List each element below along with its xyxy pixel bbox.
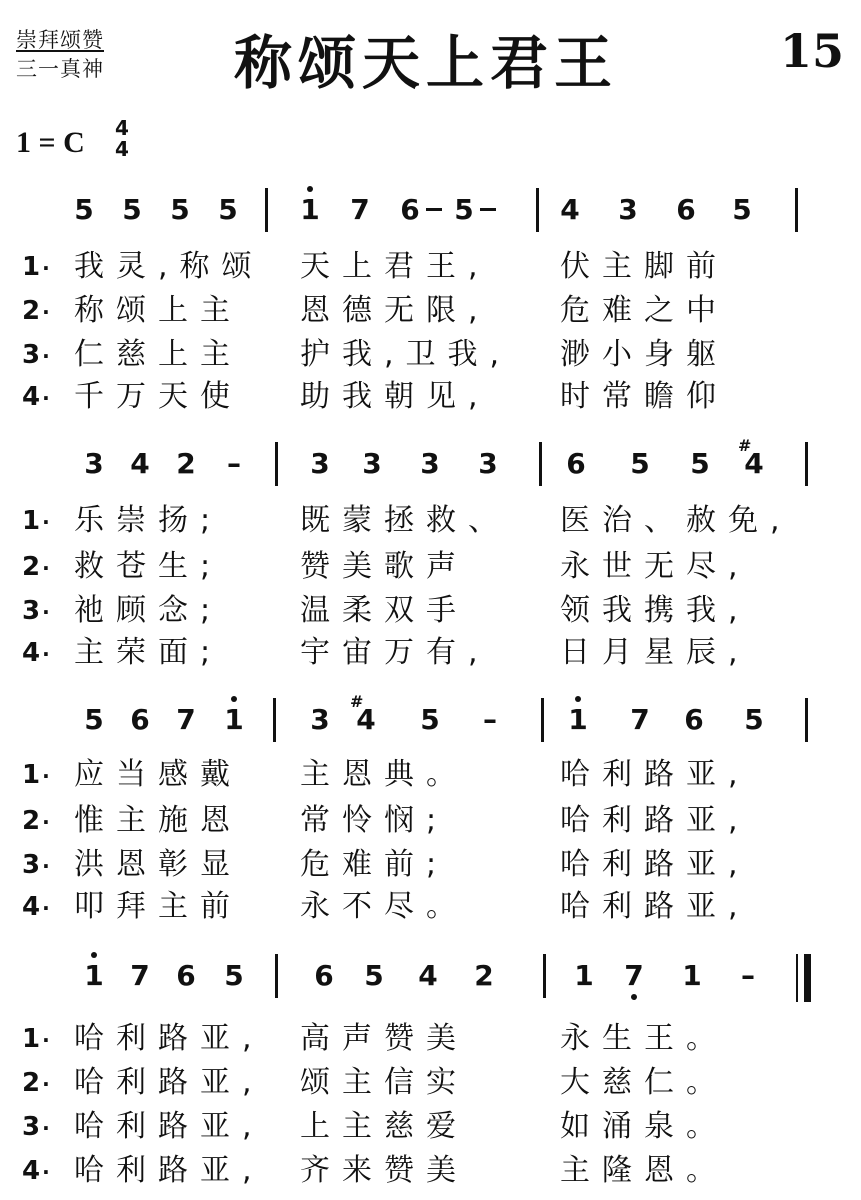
barline bbox=[275, 442, 278, 486]
note: 3 bbox=[618, 193, 638, 226]
verse-number-text: 3 bbox=[22, 596, 41, 626]
time-signature-top: 4 bbox=[115, 116, 129, 140]
octave-dot-above bbox=[575, 696, 581, 702]
verse-number-text: 2 bbox=[22, 552, 41, 582]
verse-number-dot: · bbox=[42, 556, 50, 580]
verse-number-text: 4 bbox=[22, 892, 41, 922]
note: 6 bbox=[566, 447, 586, 480]
note: 2 bbox=[176, 447, 196, 480]
note: 5 bbox=[122, 193, 142, 226]
lyric-segment: 宇宙万有, bbox=[300, 635, 490, 670]
verse-number bbox=[22, 758, 50, 793]
verse-number bbox=[22, 250, 50, 285]
barline bbox=[539, 442, 542, 486]
verse-number-text: 4 bbox=[22, 1156, 41, 1186]
barline bbox=[543, 954, 546, 998]
lyric-segment: 救苍生; bbox=[74, 549, 223, 584]
category-label: 崇拜颂赞 bbox=[16, 28, 104, 52]
verse-number-text: 4 bbox=[22, 382, 41, 412]
hold-dash bbox=[426, 208, 442, 211]
lyric-segment: 称颂上主 bbox=[74, 293, 242, 328]
barline bbox=[805, 698, 808, 742]
note: 3 bbox=[478, 447, 498, 480]
lyric-segment: 危难之中 bbox=[560, 293, 728, 328]
note: 1 bbox=[574, 959, 594, 992]
note: 5 bbox=[224, 959, 244, 992]
barline bbox=[805, 442, 808, 486]
lyric-segment: 千万天使 bbox=[74, 379, 242, 414]
lyric-segment: 主荣面; bbox=[74, 635, 223, 670]
note: 3 bbox=[84, 447, 104, 480]
lyric-segment: 应当感戴 bbox=[74, 757, 242, 792]
verse-number-text: 3 bbox=[22, 340, 41, 370]
note: 4 bbox=[356, 703, 376, 736]
lyric-segment: 哈利路亚, bbox=[74, 1021, 264, 1056]
lyric-segment: 仁慈上主 bbox=[74, 337, 242, 372]
verse-number-dot: · bbox=[42, 896, 50, 920]
lyric-segment: 主隆恩。 bbox=[560, 1153, 728, 1188]
note: 7 bbox=[130, 959, 150, 992]
key-signature: 1 = C bbox=[16, 126, 85, 159]
lyric-segment: 永不尽。 bbox=[300, 889, 468, 924]
note: 1 bbox=[568, 703, 588, 736]
note: 1 bbox=[300, 193, 320, 226]
verse-number-text: 2 bbox=[22, 806, 41, 836]
lyric-segment: 赞美歌声 bbox=[300, 549, 468, 584]
lyric-segment: 颂主信实 bbox=[300, 1065, 468, 1100]
verse-number-dot: · bbox=[42, 600, 50, 624]
note: 7 bbox=[630, 703, 650, 736]
note: 3 bbox=[310, 703, 330, 736]
note: 5 bbox=[630, 447, 650, 480]
barline bbox=[275, 954, 278, 998]
lyric-segment: 惟主施恩 bbox=[74, 803, 242, 838]
lyric-segment: 助我朝见, bbox=[300, 379, 490, 414]
verse-number bbox=[22, 594, 50, 629]
lyric-segment: 温柔双手 bbox=[300, 593, 468, 628]
verse-number bbox=[22, 804, 50, 839]
hold-dash bbox=[480, 208, 496, 211]
lyric-segment: 哈利路亚, bbox=[74, 1109, 264, 1144]
note: 2 bbox=[474, 959, 494, 992]
note: 5 bbox=[420, 703, 440, 736]
hold-dash: – bbox=[483, 703, 497, 736]
lyric-segment: 叩拜主前 bbox=[74, 889, 242, 924]
lyric-segment: 常怜悯; bbox=[300, 803, 449, 838]
verse-number-dot: · bbox=[42, 642, 50, 666]
lyric-segment: 既蒙拯救、 bbox=[300, 503, 510, 538]
barline bbox=[265, 188, 268, 232]
verse-number bbox=[22, 550, 50, 585]
lyric-segment: 哈利路亚, bbox=[74, 1153, 264, 1188]
verse-number-text: 2 bbox=[22, 1068, 41, 1098]
verse-number bbox=[22, 1022, 50, 1057]
lyric-segment: 护我,卫我, bbox=[300, 337, 512, 372]
lyric-segment: 主恩典。 bbox=[300, 757, 468, 792]
verse-number-dot: · bbox=[42, 1028, 50, 1052]
note: 5 bbox=[74, 193, 94, 226]
verse-number bbox=[22, 636, 50, 671]
verse-number-dot: · bbox=[42, 510, 50, 534]
note: 3 bbox=[420, 447, 440, 480]
note: 6 bbox=[676, 193, 696, 226]
note: 5 bbox=[744, 703, 764, 736]
lyric-segment: 洪恩彰显 bbox=[74, 847, 242, 882]
verse-number-dot: · bbox=[42, 256, 50, 280]
verse-number-text: 1 bbox=[22, 506, 41, 536]
lyric-segment: 伏主脚前 bbox=[560, 249, 728, 284]
verse-number-text: 3 bbox=[22, 1112, 41, 1142]
note: 1 bbox=[682, 959, 702, 992]
final-barline-thin bbox=[796, 954, 798, 1002]
verse-number bbox=[22, 1154, 50, 1189]
verse-number-dot: · bbox=[42, 854, 50, 878]
verse-number bbox=[22, 338, 50, 373]
verse-number-text: 1 bbox=[22, 1024, 41, 1054]
note: 5 bbox=[454, 193, 474, 226]
hold-dash: – bbox=[227, 447, 241, 480]
octave-dot-above bbox=[231, 696, 237, 702]
verse-number-dot: · bbox=[42, 1116, 50, 1140]
barline bbox=[536, 188, 539, 232]
verse-number-dot: · bbox=[42, 810, 50, 834]
note: 5 bbox=[364, 959, 384, 992]
note: 5 bbox=[690, 447, 710, 480]
lyric-segment: 高声赞美 bbox=[300, 1021, 468, 1056]
barline bbox=[273, 698, 276, 742]
verse-number-dot: · bbox=[42, 386, 50, 410]
verse-number-text: 1 bbox=[22, 760, 41, 790]
note: 3 bbox=[362, 447, 382, 480]
note: 6 bbox=[684, 703, 704, 736]
lyric-segment: 渺小身躯 bbox=[560, 337, 728, 372]
verse-number-dot: · bbox=[42, 344, 50, 368]
lyric-segment: 我灵,称颂 bbox=[74, 249, 264, 284]
note: 4 bbox=[130, 447, 150, 480]
note: 1 bbox=[224, 703, 244, 736]
time-signature-bottom: 4 bbox=[115, 137, 129, 161]
lyric-segment: 哈利路亚, bbox=[560, 889, 750, 924]
barline bbox=[541, 698, 544, 742]
verse-number-text: 4 bbox=[22, 638, 41, 668]
note: 7 bbox=[176, 703, 196, 736]
verse-number-dot: · bbox=[42, 1160, 50, 1184]
note: 5 bbox=[170, 193, 190, 226]
lyric-segment: 恩德无限, bbox=[300, 293, 490, 328]
octave-dot-above bbox=[91, 952, 97, 958]
verse-number-text: 1 bbox=[22, 252, 41, 282]
note: 6 bbox=[176, 959, 196, 992]
verse-number-text: 3 bbox=[22, 850, 41, 880]
lyric-segment: 危难前; bbox=[300, 847, 449, 882]
verse-number bbox=[22, 1066, 50, 1101]
lyric-segment: 如涌泉。 bbox=[560, 1109, 728, 1144]
lyric-segment: 时常瞻仰 bbox=[560, 379, 728, 414]
octave-dot-below bbox=[631, 994, 637, 1000]
note: 7 bbox=[624, 959, 644, 992]
note: 5 bbox=[218, 193, 238, 226]
hymn-number: 15 bbox=[780, 24, 845, 78]
lyric-segment: 祂顾念; bbox=[74, 593, 223, 628]
verse-number-text: 2 bbox=[22, 296, 41, 326]
final-barline-thick bbox=[804, 954, 811, 1002]
note: 5 bbox=[84, 703, 104, 736]
sharp-sign: # bbox=[738, 436, 752, 455]
verse-number bbox=[22, 1110, 50, 1145]
note: 7 bbox=[350, 193, 370, 226]
lyric-segment: 哈利路亚, bbox=[74, 1065, 264, 1100]
sharp-sign: # bbox=[350, 692, 364, 711]
lyric-segment: 哈利路亚, bbox=[560, 847, 750, 882]
lyric-segment: 日月星辰, bbox=[560, 635, 750, 670]
lyric-segment: 医治、赦免, bbox=[560, 503, 792, 538]
lyric-segment: 永生王。 bbox=[560, 1021, 728, 1056]
verse-number bbox=[22, 294, 50, 329]
lyric-segment: 哈利路亚, bbox=[560, 757, 750, 792]
note: 6 bbox=[130, 703, 150, 736]
verse-number bbox=[22, 890, 50, 925]
octave-dot-above bbox=[307, 186, 313, 192]
verse-number bbox=[22, 848, 50, 883]
note: 6 bbox=[314, 959, 334, 992]
note: 3 bbox=[310, 447, 330, 480]
lyric-segment: 天上君王, bbox=[300, 249, 490, 284]
subcategory-label: 三一真神 bbox=[16, 57, 104, 81]
time-signature bbox=[112, 118, 132, 160]
note: 5 bbox=[732, 193, 752, 226]
note: 4 bbox=[744, 447, 764, 480]
lyric-segment: 领我携我, bbox=[560, 593, 750, 628]
verse-number-dot: · bbox=[42, 764, 50, 788]
note: 4 bbox=[560, 193, 580, 226]
hold-dash: – bbox=[741, 959, 755, 992]
verse-number bbox=[22, 380, 50, 415]
verse-number-dot: · bbox=[42, 300, 50, 324]
hymn-title: 称颂天上君王 bbox=[234, 29, 619, 97]
verse-number bbox=[22, 504, 50, 539]
note: 6 bbox=[400, 193, 420, 226]
lyric-segment: 永世无尽, bbox=[560, 549, 750, 584]
lyric-segment: 齐来赞美 bbox=[300, 1153, 468, 1188]
note: 4 bbox=[418, 959, 438, 992]
note: 1 bbox=[84, 959, 104, 992]
lyric-segment: 上主慈爱 bbox=[300, 1109, 468, 1144]
lyric-segment: 哈利路亚, bbox=[560, 803, 750, 838]
lyric-segment: 乐崇扬; bbox=[74, 503, 223, 538]
lyric-segment: 大慈仁。 bbox=[560, 1065, 728, 1100]
barline bbox=[795, 188, 798, 232]
verse-number-dot: · bbox=[42, 1072, 50, 1096]
